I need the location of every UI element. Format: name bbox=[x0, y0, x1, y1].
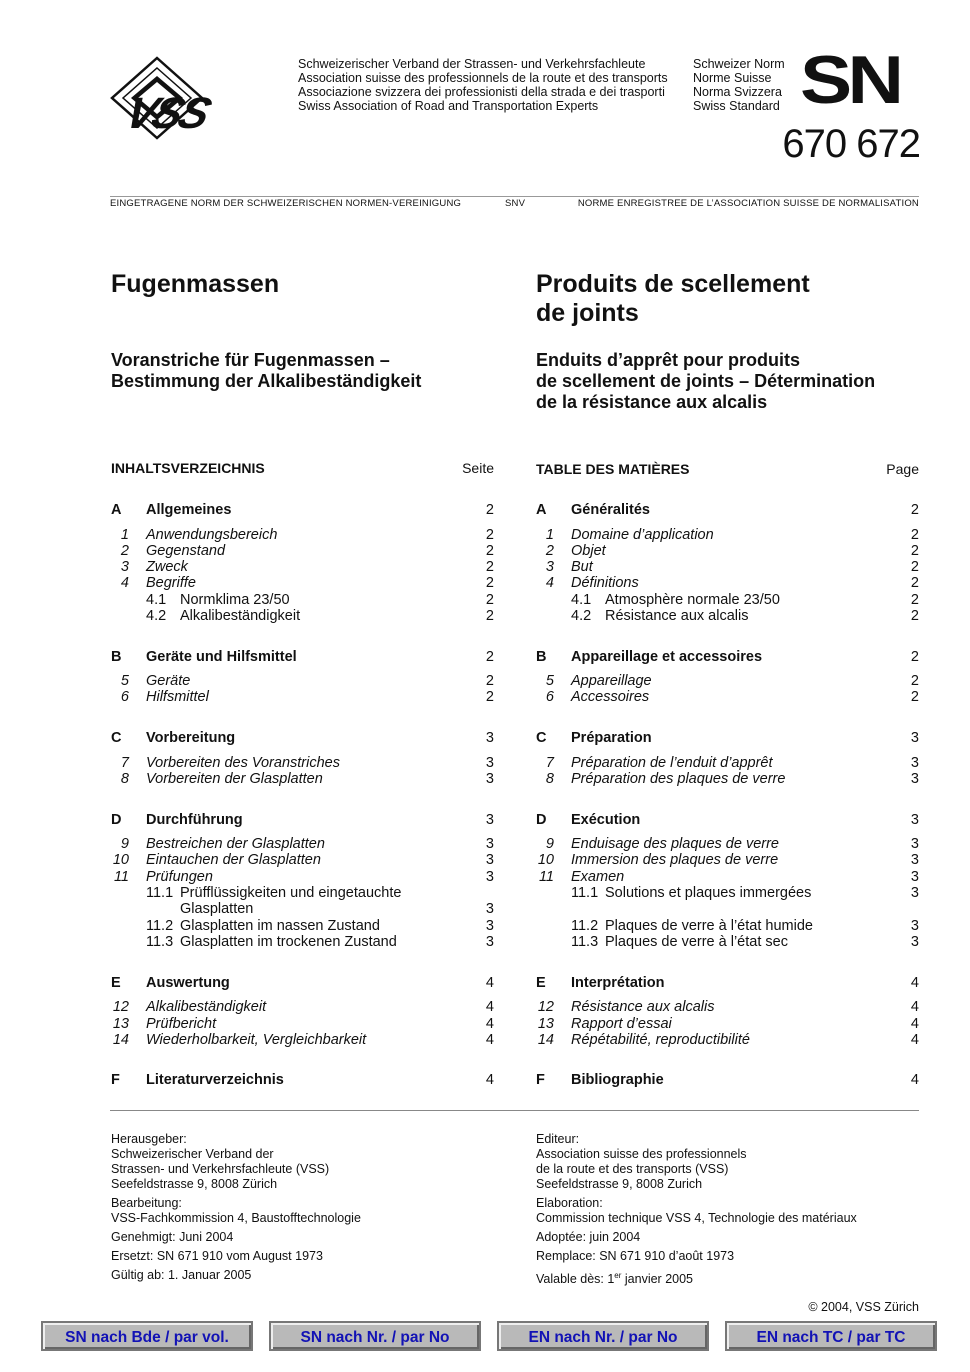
toc-chapter-number: 14 bbox=[112, 1032, 129, 1048]
subtitle-fr-line-3: de la résistance aux alcalis bbox=[536, 392, 768, 412]
toc-entry-title: But bbox=[571, 559, 593, 575]
toc-page-number: 2 bbox=[910, 543, 919, 559]
imprint-fr-publisher-1: Association suisse des professionnels bbox=[536, 1147, 747, 1161]
toc-page-number: 3 bbox=[485, 852, 494, 868]
toc-chapter-number: 8 bbox=[545, 771, 554, 787]
title-fr-line-1: Produits de scellement bbox=[536, 270, 810, 298]
toc-entry-title: Répétabilité, reproductibilité bbox=[571, 1032, 750, 1048]
toc-subsection-number: 11.2 bbox=[571, 918, 599, 934]
toc-entry bbox=[111, 812, 494, 828]
toc-page-number: 3 bbox=[910, 869, 919, 885]
registration-fr: NORME ENREGISTREE DE L’ASSOCIATION SUISSE DE NORMALISATION bbox=[577, 198, 919, 209]
toc-chapter-number: 6 bbox=[120, 689, 129, 705]
imprint-de-publisher-1: Schweizerischer Verband der bbox=[111, 1147, 274, 1161]
toc-page-number: 4 bbox=[910, 999, 919, 1015]
toc-page-label-de: Seite bbox=[462, 460, 494, 476]
toc-entry bbox=[536, 673, 919, 689]
toc-entry-title: Vorbereiten des Voranstriches bbox=[146, 755, 340, 771]
toc-entry-title: Bestreichen der Glasplatten bbox=[146, 836, 325, 852]
toc-entry bbox=[111, 771, 494, 787]
toc-entry-title: Prüfungen bbox=[146, 869, 213, 885]
toc-entry bbox=[536, 1016, 919, 1032]
toc-entry-title: Plaques de verre à l’état humide bbox=[605, 918, 813, 934]
toc-entry bbox=[536, 918, 919, 934]
imprint-de-publisher-2: Strassen- und Verkehrsfachleute (VSS) bbox=[111, 1162, 330, 1176]
toc-chapter-number: 10 bbox=[537, 852, 554, 868]
toc-chapter-number: 1 bbox=[120, 527, 129, 543]
toc-chapter-number: 9 bbox=[120, 836, 129, 852]
imprint-fr-editing-label: Elaboration: bbox=[536, 1196, 603, 1210]
toc-entry bbox=[111, 1072, 494, 1088]
org-line-fr: Association suisse des professionnels de la route et des transports bbox=[298, 71, 668, 85]
nav-button-en-by-tc[interactable]: EN nach TC / par TC bbox=[725, 1321, 937, 1351]
toc-chapter-number: 11 bbox=[113, 869, 129, 885]
toc-chapter-number: 8 bbox=[120, 771, 129, 787]
toc-entry-title: Alkalibeständigkeit bbox=[180, 608, 301, 624]
toc-chapter-number: 3 bbox=[120, 559, 129, 575]
toc-page-number: 3 bbox=[910, 918, 919, 934]
toc-entry-title: Appareillage bbox=[571, 673, 652, 689]
toc-entry bbox=[111, 1016, 494, 1032]
toc-entry bbox=[111, 559, 494, 575]
toc-page-number: 3 bbox=[910, 771, 919, 787]
toc-entry-title: Enduisage des plaques de verre bbox=[571, 836, 779, 852]
toc-entry-title: Vorbereitung bbox=[146, 730, 236, 746]
toc-entry bbox=[536, 869, 919, 885]
imprint-fr-replaces: Remplace: SN 671 910 d’août 1973 bbox=[536, 1249, 735, 1263]
toc-page-number: 4 bbox=[485, 1032, 494, 1048]
toc-chapter-number: 7 bbox=[120, 755, 129, 771]
toc-section-letter: E bbox=[536, 975, 546, 991]
imprint-de-valid: Gültig ab: 1. Januar 2005 bbox=[111, 1268, 252, 1282]
toc-section-letter: F bbox=[111, 1072, 120, 1088]
toc-entry-title: Geräte bbox=[146, 673, 191, 689]
toc-section-letter: F bbox=[536, 1072, 545, 1088]
toc-entry-title: Bibliographie bbox=[571, 1072, 664, 1088]
toc-page-number: 2 bbox=[910, 608, 919, 624]
toc-entry bbox=[536, 649, 919, 665]
registration-de: EINGETRAGENE NORM DER SCHWEIZERISCHEN NORMEN-VEREINIGUNG bbox=[110, 198, 462, 209]
toc-entry bbox=[111, 999, 494, 1015]
toc-page-number: 3 bbox=[485, 771, 494, 787]
toc-subsection-number: 4.2 bbox=[146, 608, 167, 624]
toc-page-number: 3 bbox=[485, 755, 494, 771]
toc-entry bbox=[536, 836, 919, 852]
toc-page-number: 4 bbox=[910, 1072, 919, 1088]
toc-chapter-number: 4 bbox=[545, 575, 554, 591]
toc-entry-title: Exécution bbox=[571, 812, 641, 828]
toc-entry bbox=[536, 1072, 919, 1088]
toc-section-letter: D bbox=[111, 812, 122, 828]
toc-entry bbox=[111, 575, 494, 591]
nav-button-en-by-number[interactable]: EN nach Nr. / par No bbox=[497, 1321, 709, 1351]
toc-entry-title: Glasplatten im nassen Zustand bbox=[180, 918, 380, 934]
toc-section-letter: E bbox=[111, 975, 121, 991]
toc-entry bbox=[536, 730, 919, 746]
toc-section-letter: C bbox=[536, 730, 547, 746]
toc-entry-title: Interprétation bbox=[571, 975, 665, 991]
toc-page-number: 4 bbox=[910, 1016, 919, 1032]
toc-page-number: 2 bbox=[910, 559, 919, 575]
toc-page-number: 2 bbox=[485, 689, 494, 705]
toc-chapter-number: 13 bbox=[112, 1016, 129, 1032]
toc-entry bbox=[111, 608, 494, 624]
toc-entry-title: Préparation des plaques de verre bbox=[571, 771, 786, 787]
toc-entry bbox=[111, 918, 494, 934]
toc-page-number: 2 bbox=[485, 502, 494, 518]
toc-subsection-number: 4.2 bbox=[571, 608, 592, 624]
toc-entry bbox=[111, 689, 494, 705]
imprint-de-publisher-label: Herausgeber: bbox=[111, 1132, 187, 1146]
toc-entry bbox=[111, 673, 494, 689]
imprint-de-editing-label: Bearbeitung: bbox=[111, 1196, 182, 1210]
toc-entry-title: Généralités bbox=[571, 502, 650, 518]
toc-page-number: 3 bbox=[485, 934, 494, 950]
toc-page-number: 3 bbox=[910, 885, 919, 901]
toc-subsection-number: 11.3 bbox=[146, 934, 174, 950]
org-line-it: Associazione svizzera dei professionisti della strada e dei trasporti bbox=[298, 85, 665, 99]
toc-entry-title: Geräte und Hilfsmittel bbox=[146, 649, 297, 665]
toc-chapter-number: 5 bbox=[120, 673, 129, 689]
toc-page-number: 3 bbox=[910, 934, 919, 950]
title-fr-line-2: de joints bbox=[536, 299, 639, 327]
imprint-fr-approved: Adoptée: juin 2004 bbox=[536, 1230, 641, 1244]
toc-chapter-number: 1 bbox=[545, 527, 554, 543]
toc-entry bbox=[536, 999, 919, 1015]
toc-page-number: 3 bbox=[485, 869, 494, 885]
imprint-fr-address: Seefeldstrasse 9, 8008 Zurich bbox=[536, 1177, 703, 1191]
toc-page-number: 2 bbox=[910, 527, 919, 543]
toc-page-number: 4 bbox=[485, 975, 494, 991]
toc-page-number: 4 bbox=[910, 975, 919, 991]
toc-entry bbox=[536, 885, 919, 901]
norm-type-it: Norma Svizzera bbox=[693, 85, 782, 99]
toc-page-number: 4 bbox=[910, 1032, 919, 1048]
toc-de bbox=[111, 0, 494, 1100]
toc-chapter-number: 10 bbox=[112, 852, 129, 868]
toc-entry bbox=[536, 502, 919, 518]
valid-sup: er bbox=[614, 1271, 622, 1280]
toc-page-number: 3 bbox=[910, 812, 919, 828]
toc-entry bbox=[111, 649, 494, 665]
toc-page-number: 2 bbox=[485, 575, 494, 591]
imprint-de-replaces: Ersetzt: SN 671 910 vom August 1973 bbox=[111, 1249, 323, 1263]
imprint-de-approved: Genehmigt: Juni 2004 bbox=[111, 1230, 234, 1244]
copyright: © 2004, VSS Zürich bbox=[808, 1300, 919, 1314]
toc-page-number: 2 bbox=[910, 592, 919, 608]
toc-entry bbox=[536, 934, 919, 950]
toc-entry-title: Définitions bbox=[571, 575, 639, 591]
toc-page-number: 4 bbox=[485, 1072, 494, 1088]
toc-page-number: 2 bbox=[910, 689, 919, 705]
toc-entry bbox=[536, 608, 919, 624]
imprint-de-address: Seefeldstrasse 9, 8008 Zürich bbox=[111, 1177, 278, 1191]
norm-type-fr: Norme Suisse bbox=[693, 71, 772, 85]
sn-mark: SN bbox=[800, 42, 900, 118]
toc-page-number: 4 bbox=[485, 1016, 494, 1032]
imprint-fr-valid bbox=[536, 1268, 857, 1287]
toc-entry-title: Solutions et plaques immergées bbox=[605, 885, 812, 901]
subtitle-de-line-2: Bestimmung der Alkalibeständigkeit bbox=[111, 371, 422, 391]
imprint-de bbox=[111, 1132, 361, 1283]
toc-page-number: 2 bbox=[485, 592, 494, 608]
toc-entry bbox=[111, 592, 494, 608]
toc-entry-title: Hilfsmittel bbox=[146, 689, 209, 705]
toc-entry bbox=[536, 975, 919, 991]
toc-page-label-fr: Page bbox=[886, 461, 919, 477]
toc-chapter-number: 2 bbox=[120, 543, 129, 559]
toc-chapter-number: 12 bbox=[537, 999, 554, 1015]
toc-section-letter: A bbox=[536, 502, 547, 518]
toc-page-number: 3 bbox=[485, 918, 494, 934]
toc-page-number: 2 bbox=[910, 575, 919, 591]
toc-entry bbox=[536, 852, 919, 868]
nav-button-sn-by-number[interactable]: SN nach Nr. / par No bbox=[269, 1321, 481, 1351]
toc-page-number: 2 bbox=[910, 649, 919, 665]
org-line-de: Schweizerischer Verband der Strassen- und Verkehrsfachleute bbox=[298, 57, 646, 71]
toc-chapter-number: 11 bbox=[538, 869, 554, 885]
toc-entry-title: Examen bbox=[571, 869, 625, 885]
toc-entry-title: Vorbereiten der Glasplatten bbox=[146, 771, 323, 787]
toc-page-number: 3 bbox=[910, 852, 919, 868]
toc-entry-title: Préparation bbox=[571, 730, 652, 746]
toc-subsection-number: 4.1 bbox=[571, 592, 592, 608]
toc-entry bbox=[536, 771, 919, 787]
toc-subsection-number: 11.2 bbox=[146, 918, 174, 934]
imprint-fr-publisher-label: Editeur: bbox=[536, 1132, 580, 1146]
toc-entry bbox=[111, 755, 494, 771]
toc-page-number: 3 bbox=[910, 755, 919, 771]
toc-entry bbox=[111, 527, 494, 543]
registration-snv: SNV bbox=[505, 198, 526, 209]
toc-entry-title: Auswertung bbox=[146, 975, 230, 991]
valid-prefix: Valable dès: 1 bbox=[536, 1272, 615, 1287]
toc-page-number: 2 bbox=[485, 559, 494, 575]
toc-entry-title: Normklima 23/50 bbox=[180, 592, 290, 608]
toc-chapter-number: 14 bbox=[537, 1032, 554, 1048]
norm-number: 670 672 bbox=[782, 122, 920, 166]
toc-page-number: 2 bbox=[485, 543, 494, 559]
subtitle-fr-line-2: de scellement de joints – Détermination bbox=[536, 371, 876, 391]
toc-chapter-number: 12 bbox=[112, 999, 129, 1015]
toc-entry-title: Alkalibeständigkeit bbox=[146, 999, 267, 1015]
toc-entry-title: Appareillage et accessoires bbox=[571, 649, 763, 665]
toc-entry bbox=[111, 869, 494, 885]
imprint-fr bbox=[536, 1132, 857, 1287]
toc-entry-title: Allgemeines bbox=[146, 502, 232, 518]
toc-entry bbox=[111, 502, 494, 518]
norm-type-en: Swiss Standard bbox=[693, 99, 780, 113]
toc-title-de: INHALTSVERZEICHNIS bbox=[111, 460, 265, 476]
toc-entry-title: Résistance aux alcalis bbox=[571, 999, 715, 1015]
toc-entry bbox=[536, 592, 919, 608]
imprint-fr-committee: Commission technique VSS 4, Technologie des matériaux bbox=[536, 1211, 857, 1225]
nav-button-sn-by-volume[interactable]: SN nach Bde / par vol. bbox=[41, 1321, 253, 1351]
toc-page-number: 3 bbox=[485, 812, 494, 828]
toc-entry bbox=[111, 836, 494, 852]
toc-page-number: 4 bbox=[485, 999, 494, 1015]
toc-entry-title: Objet bbox=[571, 543, 606, 559]
toc-entry bbox=[111, 1032, 494, 1048]
imprint-de-committee: VSS-Fachkommission 4, Baustofftechnologie bbox=[111, 1211, 361, 1225]
toc-section-letter: B bbox=[111, 649, 122, 665]
toc-page-number: 2 bbox=[485, 673, 494, 689]
toc-section-letter: D bbox=[536, 812, 547, 828]
toc-title-fr: TABLE DES MATIÈRES bbox=[536, 461, 690, 477]
toc-fr bbox=[536, 0, 919, 1100]
toc-subsection-number: 11.1 bbox=[571, 885, 599, 901]
toc-page-number: 2 bbox=[485, 527, 494, 543]
toc-entry bbox=[536, 575, 919, 591]
toc-entry bbox=[536, 543, 919, 559]
toc-entry-title: Eintauchen der Glasplatten bbox=[146, 852, 321, 868]
toc-entry bbox=[536, 812, 919, 828]
toc-page-number: 3 bbox=[910, 836, 919, 852]
toc-page-number: 3 bbox=[485, 730, 494, 746]
toc-entry bbox=[111, 934, 494, 950]
toc-entry bbox=[111, 852, 494, 868]
toc-entry-title: Gegenstand bbox=[146, 543, 226, 559]
toc-entry-title: Domaine d’application bbox=[571, 527, 714, 543]
toc-entry-title: Prüfflüssigkeiten und eingetauchte bbox=[180, 885, 402, 901]
toc-section-letter: B bbox=[536, 649, 547, 665]
toc-entry-title: Durchführung bbox=[146, 812, 243, 828]
toc-chapter-number: 7 bbox=[545, 755, 554, 771]
subtitle-de-line-1: Voranstriche für Fugenmassen – bbox=[111, 350, 390, 370]
title-de: Fugenmassen bbox=[111, 270, 280, 298]
toc-chapter-number: 3 bbox=[545, 559, 554, 575]
toc-chapter-number: 4 bbox=[120, 575, 129, 591]
toc-subsection-number: 4.1 bbox=[146, 592, 167, 608]
toc-page-number: 2 bbox=[485, 608, 494, 624]
svg-text:VSS: VSS bbox=[119, 88, 215, 138]
toc-entry-title: Prüfbericht bbox=[146, 1016, 217, 1032]
toc-entry bbox=[111, 975, 494, 991]
toc-chapter-number: 6 bbox=[545, 689, 554, 705]
subtitle-fr-line-1: Enduits d’apprêt pour produits bbox=[536, 350, 800, 370]
toc-entry-title: Rapport d’essai bbox=[571, 1016, 672, 1032]
toc-section-letter: A bbox=[111, 502, 122, 518]
toc-page-number: 3 bbox=[485, 901, 494, 917]
org-line-en: Swiss Association of Road and Transportation Experts bbox=[298, 99, 599, 113]
toc-entry bbox=[111, 730, 494, 746]
toc-subsection-number: 11.1 bbox=[146, 885, 174, 901]
toc-chapter-number: 9 bbox=[545, 836, 554, 852]
toc-entry-title: Immersion des plaques de verre bbox=[571, 852, 779, 868]
toc-section-letter: C bbox=[111, 730, 122, 746]
toc-entry-title: Wiederholbarkeit, Vergleichbarkeit bbox=[146, 1032, 367, 1048]
toc-entry-title: Literaturverzeichnis bbox=[146, 1072, 284, 1088]
valid-suffix: janvier 2005 bbox=[621, 1272, 693, 1287]
toc-entry-title: Plaques de verre à l’état sec bbox=[605, 934, 788, 950]
toc-entry bbox=[111, 901, 494, 917]
toc-page-number: 2 bbox=[485, 649, 494, 665]
toc-page-number: 3 bbox=[485, 836, 494, 852]
toc-entry-title: Glasplatten bbox=[180, 901, 254, 917]
toc-subsection-number: 11.3 bbox=[571, 934, 599, 950]
toc-chapter-number: 13 bbox=[537, 1016, 554, 1032]
toc-chapter-number: 2 bbox=[545, 543, 554, 559]
imprint-fr-publisher-2: de la route et des transports (VSS) bbox=[536, 1162, 729, 1176]
toc-entry bbox=[536, 901, 919, 917]
toc-entry bbox=[536, 755, 919, 771]
toc-entry-title: Résistance aux alcalis bbox=[605, 608, 749, 624]
toc-page-number: 2 bbox=[910, 502, 919, 518]
toc-entry bbox=[536, 1032, 919, 1048]
toc-page-number: 2 bbox=[910, 673, 919, 689]
toc-entry bbox=[536, 527, 919, 543]
toc-entry-title: Begriffe bbox=[146, 575, 196, 591]
toc-entry bbox=[536, 689, 919, 705]
norm-type-de: Schweizer Norm bbox=[693, 57, 785, 71]
toc-page-number: 3 bbox=[910, 730, 919, 746]
toc-entry-title: Glasplatten im trockenen Zustand bbox=[180, 934, 397, 950]
toc-entry-title: Anwendungsbereich bbox=[146, 527, 278, 543]
toc-chapter-number: 5 bbox=[545, 673, 554, 689]
imprint-divider bbox=[110, 1110, 919, 1111]
toc-entry-title: Zweck bbox=[146, 559, 188, 575]
toc-entry bbox=[536, 559, 919, 575]
toc-entry bbox=[111, 885, 494, 901]
toc-entry-title: Atmosphère normale 23/50 bbox=[605, 592, 780, 608]
toc-entry-title: Préparation de l’enduit d’apprêt bbox=[571, 755, 773, 771]
toc-entry bbox=[111, 543, 494, 559]
toc-entry-title: Accessoires bbox=[571, 689, 650, 705]
